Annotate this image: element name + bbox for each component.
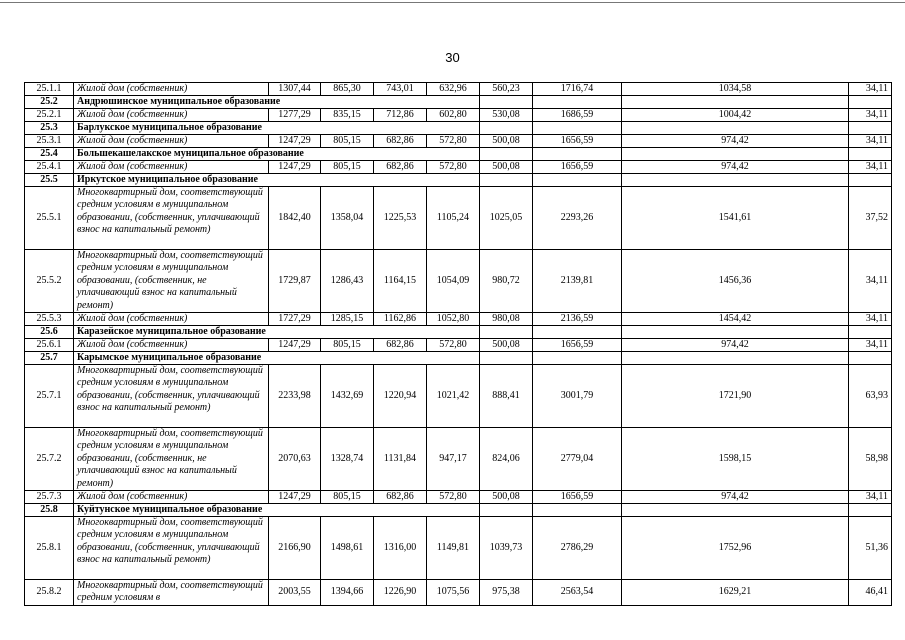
section-row	[25, 326, 892, 339]
empty-cell	[622, 122, 849, 135]
value-cell: 3001,79	[533, 365, 622, 428]
empty-cell	[622, 326, 849, 339]
empty-cell	[533, 352, 622, 365]
value-cell: 1656,59	[533, 339, 622, 352]
empty-cell	[622, 148, 849, 161]
value-cell: 2779,04	[533, 428, 622, 491]
value-cell: 1075,56	[427, 580, 480, 606]
value-cell: 1149,81	[427, 517, 480, 580]
empty-cell	[480, 326, 533, 339]
value-cell: 1686,59	[533, 109, 622, 122]
value-cell: 58,98	[849, 428, 892, 491]
row-code: 25.7.1	[25, 365, 74, 428]
value-cell: 712,86	[374, 109, 427, 122]
section-title: Барлукское муниципальное образование	[74, 122, 480, 135]
value-cell: 1162,86	[374, 313, 427, 326]
value-cell: 530,08	[480, 109, 533, 122]
row-description: Многоквартирный дом, соответствующий средним условиям в муниципальном образовании, (собственник, уплачивающий взнос на капитальный ремонт)	[74, 187, 269, 250]
value-cell: 34,11	[849, 491, 892, 504]
value-cell: 560,23	[480, 83, 533, 96]
value-cell: 682,86	[374, 161, 427, 174]
value-cell: 34,11	[849, 161, 892, 174]
value-cell: 500,08	[480, 339, 533, 352]
value-cell: 2166,90	[269, 517, 321, 580]
section-title: Карымское муниципальное образование	[74, 352, 480, 365]
value-cell: 1656,59	[533, 135, 622, 148]
empty-cell	[849, 504, 892, 517]
empty-cell	[480, 122, 533, 135]
value-cell: 1456,36	[622, 250, 849, 313]
value-cell: 34,11	[849, 135, 892, 148]
row-code: 25.7.3	[25, 491, 74, 504]
value-cell: 2293,26	[533, 187, 622, 250]
value-cell: 572,80	[427, 339, 480, 352]
value-cell: 1358,04	[321, 187, 374, 250]
value-cell: 835,15	[321, 109, 374, 122]
row-description: Многоквартирный дом, соответствующий средним условиям в	[74, 580, 269, 606]
value-cell: 805,15	[321, 135, 374, 148]
value-cell: 572,80	[427, 135, 480, 148]
empty-cell	[480, 504, 533, 517]
value-cell: 1054,09	[427, 250, 480, 313]
section-row	[25, 352, 892, 365]
empty-cell	[533, 96, 622, 109]
row-code: 25.7	[25, 352, 74, 365]
value-cell: 1277,29	[269, 109, 321, 122]
value-cell: 500,08	[480, 135, 533, 148]
row-code: 25.5.3	[25, 313, 74, 326]
table-row	[25, 365, 892, 428]
tariff-table	[24, 82, 892, 606]
section-title: Куйтунское муниципальное образование	[74, 504, 480, 517]
section-title: Иркутское муниципальное образование	[74, 174, 480, 187]
table-row	[25, 517, 892, 580]
row-code: 25.4	[25, 148, 74, 161]
section-row	[25, 122, 892, 135]
value-cell: 682,86	[374, 491, 427, 504]
row-code: 25.5.2	[25, 250, 74, 313]
empty-cell	[849, 326, 892, 339]
value-cell: 1052,80	[427, 313, 480, 326]
empty-cell	[849, 96, 892, 109]
section-title: Большекашелакское муниципальное образование	[74, 148, 480, 161]
row-description: Жилой дом (собственник)	[74, 161, 269, 174]
value-cell: 824,06	[480, 428, 533, 491]
row-description: Многоквартирный дом, соответствующий средним условиям в муниципальном образовании, (собственник, не уплачивающий взнос на капитальный ремонт)	[74, 250, 269, 313]
table-row	[25, 135, 892, 148]
value-cell: 805,15	[321, 491, 374, 504]
value-cell: 1307,44	[269, 83, 321, 96]
table-row	[25, 491, 892, 504]
row-code: 25.6	[25, 326, 74, 339]
value-cell: 1247,29	[269, 135, 321, 148]
value-cell: 1328,74	[321, 428, 374, 491]
value-cell: 1598,15	[622, 428, 849, 491]
value-cell: 1247,29	[269, 161, 321, 174]
value-cell: 46,41	[849, 580, 892, 606]
value-cell: 2136,59	[533, 313, 622, 326]
empty-cell	[622, 96, 849, 109]
value-cell: 632,96	[427, 83, 480, 96]
section-row	[25, 504, 892, 517]
value-cell: 1656,59	[533, 161, 622, 174]
value-cell: 1716,74	[533, 83, 622, 96]
value-cell: 2070,63	[269, 428, 321, 491]
top-rule	[0, 2, 905, 3]
value-cell: 980,72	[480, 250, 533, 313]
value-cell: 1727,29	[269, 313, 321, 326]
row-code: 25.5	[25, 174, 74, 187]
table-row	[25, 109, 892, 122]
row-code: 25.7.2	[25, 428, 74, 491]
value-cell: 602,80	[427, 109, 480, 122]
table-row	[25, 187, 892, 250]
value-cell: 1541,61	[622, 187, 849, 250]
value-cell: 1004,42	[622, 109, 849, 122]
table-row	[25, 83, 892, 96]
section-row	[25, 96, 892, 109]
section-row	[25, 174, 892, 187]
empty-cell	[533, 122, 622, 135]
section-title: Каразейское муниципальное образование	[74, 326, 480, 339]
row-code: 25.2.1	[25, 109, 74, 122]
table-row	[25, 313, 892, 326]
value-cell: 974,42	[622, 135, 849, 148]
value-cell: 1025,05	[480, 187, 533, 250]
value-cell: 34,11	[849, 339, 892, 352]
row-code: 25.8.2	[25, 580, 74, 606]
value-cell: 51,36	[849, 517, 892, 580]
empty-cell	[480, 174, 533, 187]
empty-cell	[480, 352, 533, 365]
section-row	[25, 148, 892, 161]
value-cell: 1105,24	[427, 187, 480, 250]
empty-cell	[480, 96, 533, 109]
value-cell: 682,86	[374, 135, 427, 148]
value-cell: 974,42	[622, 491, 849, 504]
value-cell: 975,38	[480, 580, 533, 606]
value-cell: 1432,69	[321, 365, 374, 428]
empty-cell	[849, 148, 892, 161]
value-cell: 572,80	[427, 491, 480, 504]
row-description: Многоквартирный дом, соответствующий средним условиям в муниципальном образовании, (собственник, уплачивающий взнос на капитальный ремонт)	[74, 365, 269, 428]
value-cell: 1226,90	[374, 580, 427, 606]
value-cell: 980,08	[480, 313, 533, 326]
value-cell: 1394,66	[321, 580, 374, 606]
value-cell: 34,11	[849, 109, 892, 122]
empty-cell	[622, 504, 849, 517]
row-code: 25.2	[25, 96, 74, 109]
table-row	[25, 339, 892, 352]
row-description: Жилой дом (собственник)	[74, 135, 269, 148]
value-cell: 572,80	[427, 161, 480, 174]
table-row	[25, 580, 892, 606]
value-cell: 1752,96	[622, 517, 849, 580]
table-body	[25, 83, 892, 606]
value-cell: 1629,21	[622, 580, 849, 606]
value-cell: 805,15	[321, 161, 374, 174]
empty-cell	[622, 352, 849, 365]
value-cell: 500,08	[480, 161, 533, 174]
value-cell: 2233,98	[269, 365, 321, 428]
value-cell: 974,42	[622, 339, 849, 352]
value-cell: 1034,58	[622, 83, 849, 96]
value-cell: 1286,43	[321, 250, 374, 313]
value-cell: 1131,84	[374, 428, 427, 491]
value-cell: 1021,42	[427, 365, 480, 428]
empty-cell	[533, 148, 622, 161]
row-code: 25.3	[25, 122, 74, 135]
row-code: 25.8.1	[25, 517, 74, 580]
value-cell: 865,30	[321, 83, 374, 96]
empty-cell	[849, 122, 892, 135]
value-cell: 500,08	[480, 491, 533, 504]
value-cell: 1842,40	[269, 187, 321, 250]
value-cell: 1285,15	[321, 313, 374, 326]
value-cell: 37,52	[849, 187, 892, 250]
row-code: 25.4.1	[25, 161, 74, 174]
row-code: 25.5.1	[25, 187, 74, 250]
value-cell: 1316,00	[374, 517, 427, 580]
table-row	[25, 428, 892, 491]
row-code: 25.8	[25, 504, 74, 517]
empty-cell	[533, 326, 622, 339]
value-cell: 682,86	[374, 339, 427, 352]
value-cell: 2003,55	[269, 580, 321, 606]
value-cell: 2563,54	[533, 580, 622, 606]
value-cell: 34,11	[849, 313, 892, 326]
value-cell: 2786,29	[533, 517, 622, 580]
value-cell: 1454,42	[622, 313, 849, 326]
row-description: Жилой дом (собственник)	[74, 313, 269, 326]
empty-cell	[849, 352, 892, 365]
value-cell: 1247,29	[269, 491, 321, 504]
value-cell: 1039,73	[480, 517, 533, 580]
value-cell: 888,41	[480, 365, 533, 428]
value-cell: 1721,90	[622, 365, 849, 428]
value-cell: 1164,15	[374, 250, 427, 313]
empty-cell	[533, 504, 622, 517]
value-cell: 974,42	[622, 161, 849, 174]
value-cell: 743,01	[374, 83, 427, 96]
row-description: Жилой дом (собственник)	[74, 339, 269, 352]
row-description: Жилой дом (собственник)	[74, 83, 269, 96]
value-cell: 947,17	[427, 428, 480, 491]
empty-cell	[849, 174, 892, 187]
empty-cell	[480, 148, 533, 161]
value-cell: 2139,81	[533, 250, 622, 313]
section-title: Андрюшинское муниципальное образование	[74, 96, 480, 109]
value-cell: 805,15	[321, 339, 374, 352]
value-cell: 1498,61	[321, 517, 374, 580]
empty-cell	[533, 174, 622, 187]
table-row	[25, 161, 892, 174]
row-description: Многоквартирный дом, соответствующий средним условиям в муниципальном образовании, (собственник, уплачивающий взнос на капитальный ремонт)	[74, 517, 269, 580]
row-description: Жилой дом (собственник)	[74, 109, 269, 122]
value-cell: 1220,94	[374, 365, 427, 428]
page-number: 30	[445, 50, 460, 65]
value-cell: 34,11	[849, 250, 892, 313]
value-cell: 1247,29	[269, 339, 321, 352]
row-code: 25.1.1	[25, 83, 74, 96]
value-cell: 63,93	[849, 365, 892, 428]
row-code: 25.3.1	[25, 135, 74, 148]
row-code: 25.6.1	[25, 339, 74, 352]
value-cell: 1656,59	[533, 491, 622, 504]
row-description: Жилой дом (собственник)	[74, 491, 269, 504]
row-description: Многоквартирный дом, соответствующий средним условиям в муниципальном образовании, (собственник, не уплачивающий взнос на капитальный ремонт)	[74, 428, 269, 491]
empty-cell	[622, 174, 849, 187]
value-cell: 34,11	[849, 83, 892, 96]
table-row	[25, 250, 892, 313]
value-cell: 1225,53	[374, 187, 427, 250]
value-cell: 1729,87	[269, 250, 321, 313]
